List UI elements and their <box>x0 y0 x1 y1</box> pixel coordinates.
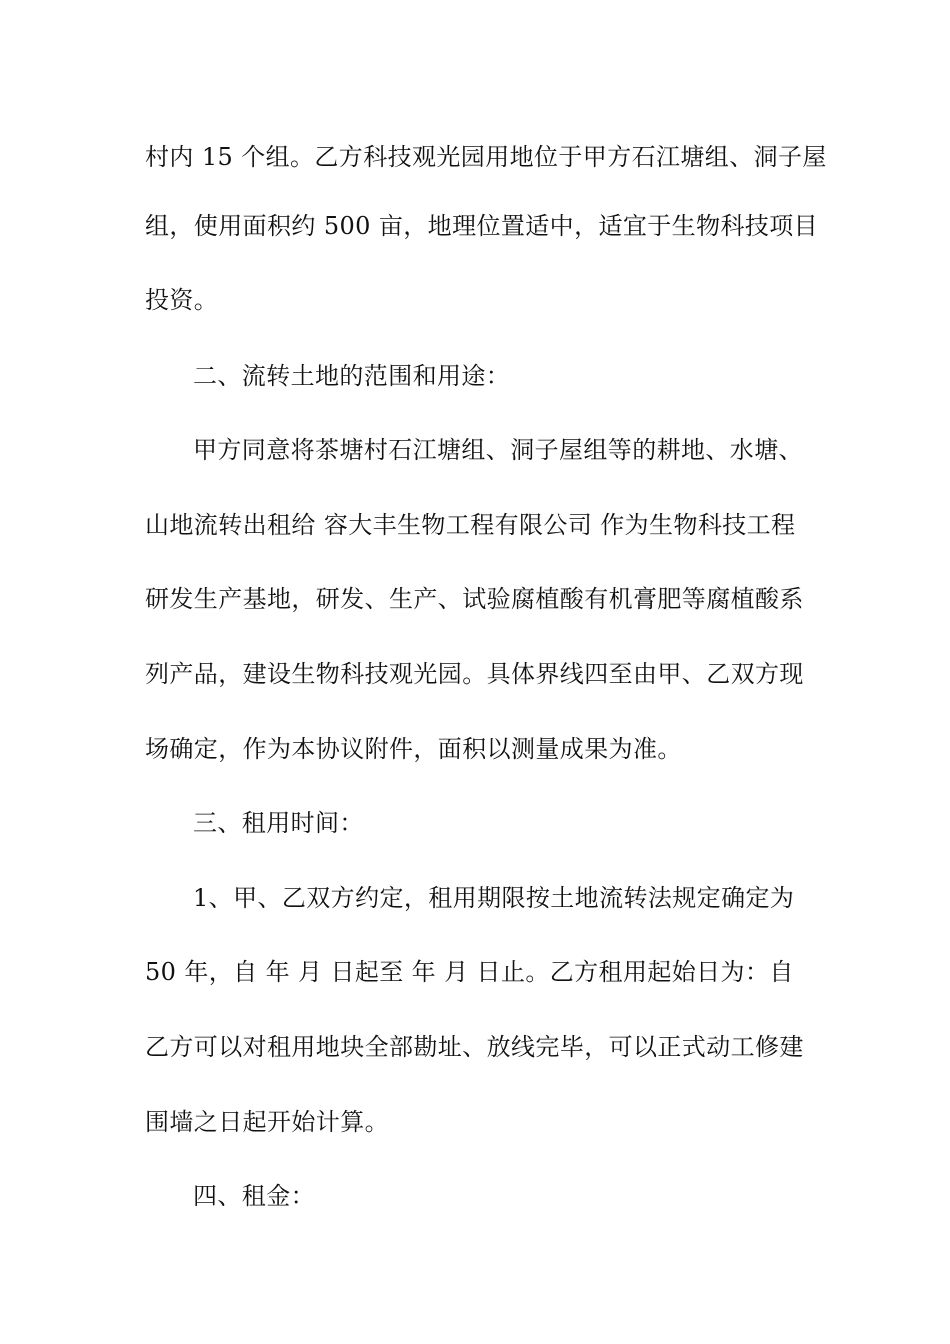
paragraph-line-11: 乙方可以对租用地块全部勘址、放线完毕，可以正式动工修建 <box>145 1033 804 1061</box>
section-heading-3: 三、租用时间： <box>193 809 364 837</box>
paragraph-line-12: 围墙之日起开始计算。 <box>145 1108 389 1136</box>
paragraph-line-5: 山地流转出租给 容大丰生物工程有限公司 作为生物科技工程 <box>145 511 796 539</box>
paragraph-line-9: 1、甲、乙双方约定，租用期限按土地流转法规定确定为 <box>193 884 795 912</box>
paragraph-line-3: 投资。 <box>145 286 219 314</box>
paragraph-line-8: 场确定，作为本协议附件，面积以测量成果为准。 <box>145 735 682 763</box>
paragraph-line-7: 列产品，建设生物科技观光园。具体界线四至由甲、乙双方现 <box>145 660 804 688</box>
paragraph-line-4: 甲方同意将茶塘村石江塘组、洞子屋组等的耕地、水塘、 <box>193 436 803 464</box>
paragraph-line-6: 研发生产基地，研发、生产、试验腐植酸有机膏肥等腐植酸系 <box>145 585 804 613</box>
paragraph-line-10: 50 年，自 年 月 日起至 年 月 日止。乙方租用起始日为：自 <box>145 958 794 986</box>
paragraph-line-2: 组，使用面积约 500 亩，地理位置适中，适宜于生物科技项目 <box>145 212 819 240</box>
section-heading-4: 四、租金： <box>193 1182 315 1210</box>
paragraph-line-1: 村内 15 个组。乙方科技观光园用地位于甲方石江塘组、洞子屋 <box>145 143 827 171</box>
section-heading-2: 二、流转土地的范围和用途： <box>193 362 511 390</box>
